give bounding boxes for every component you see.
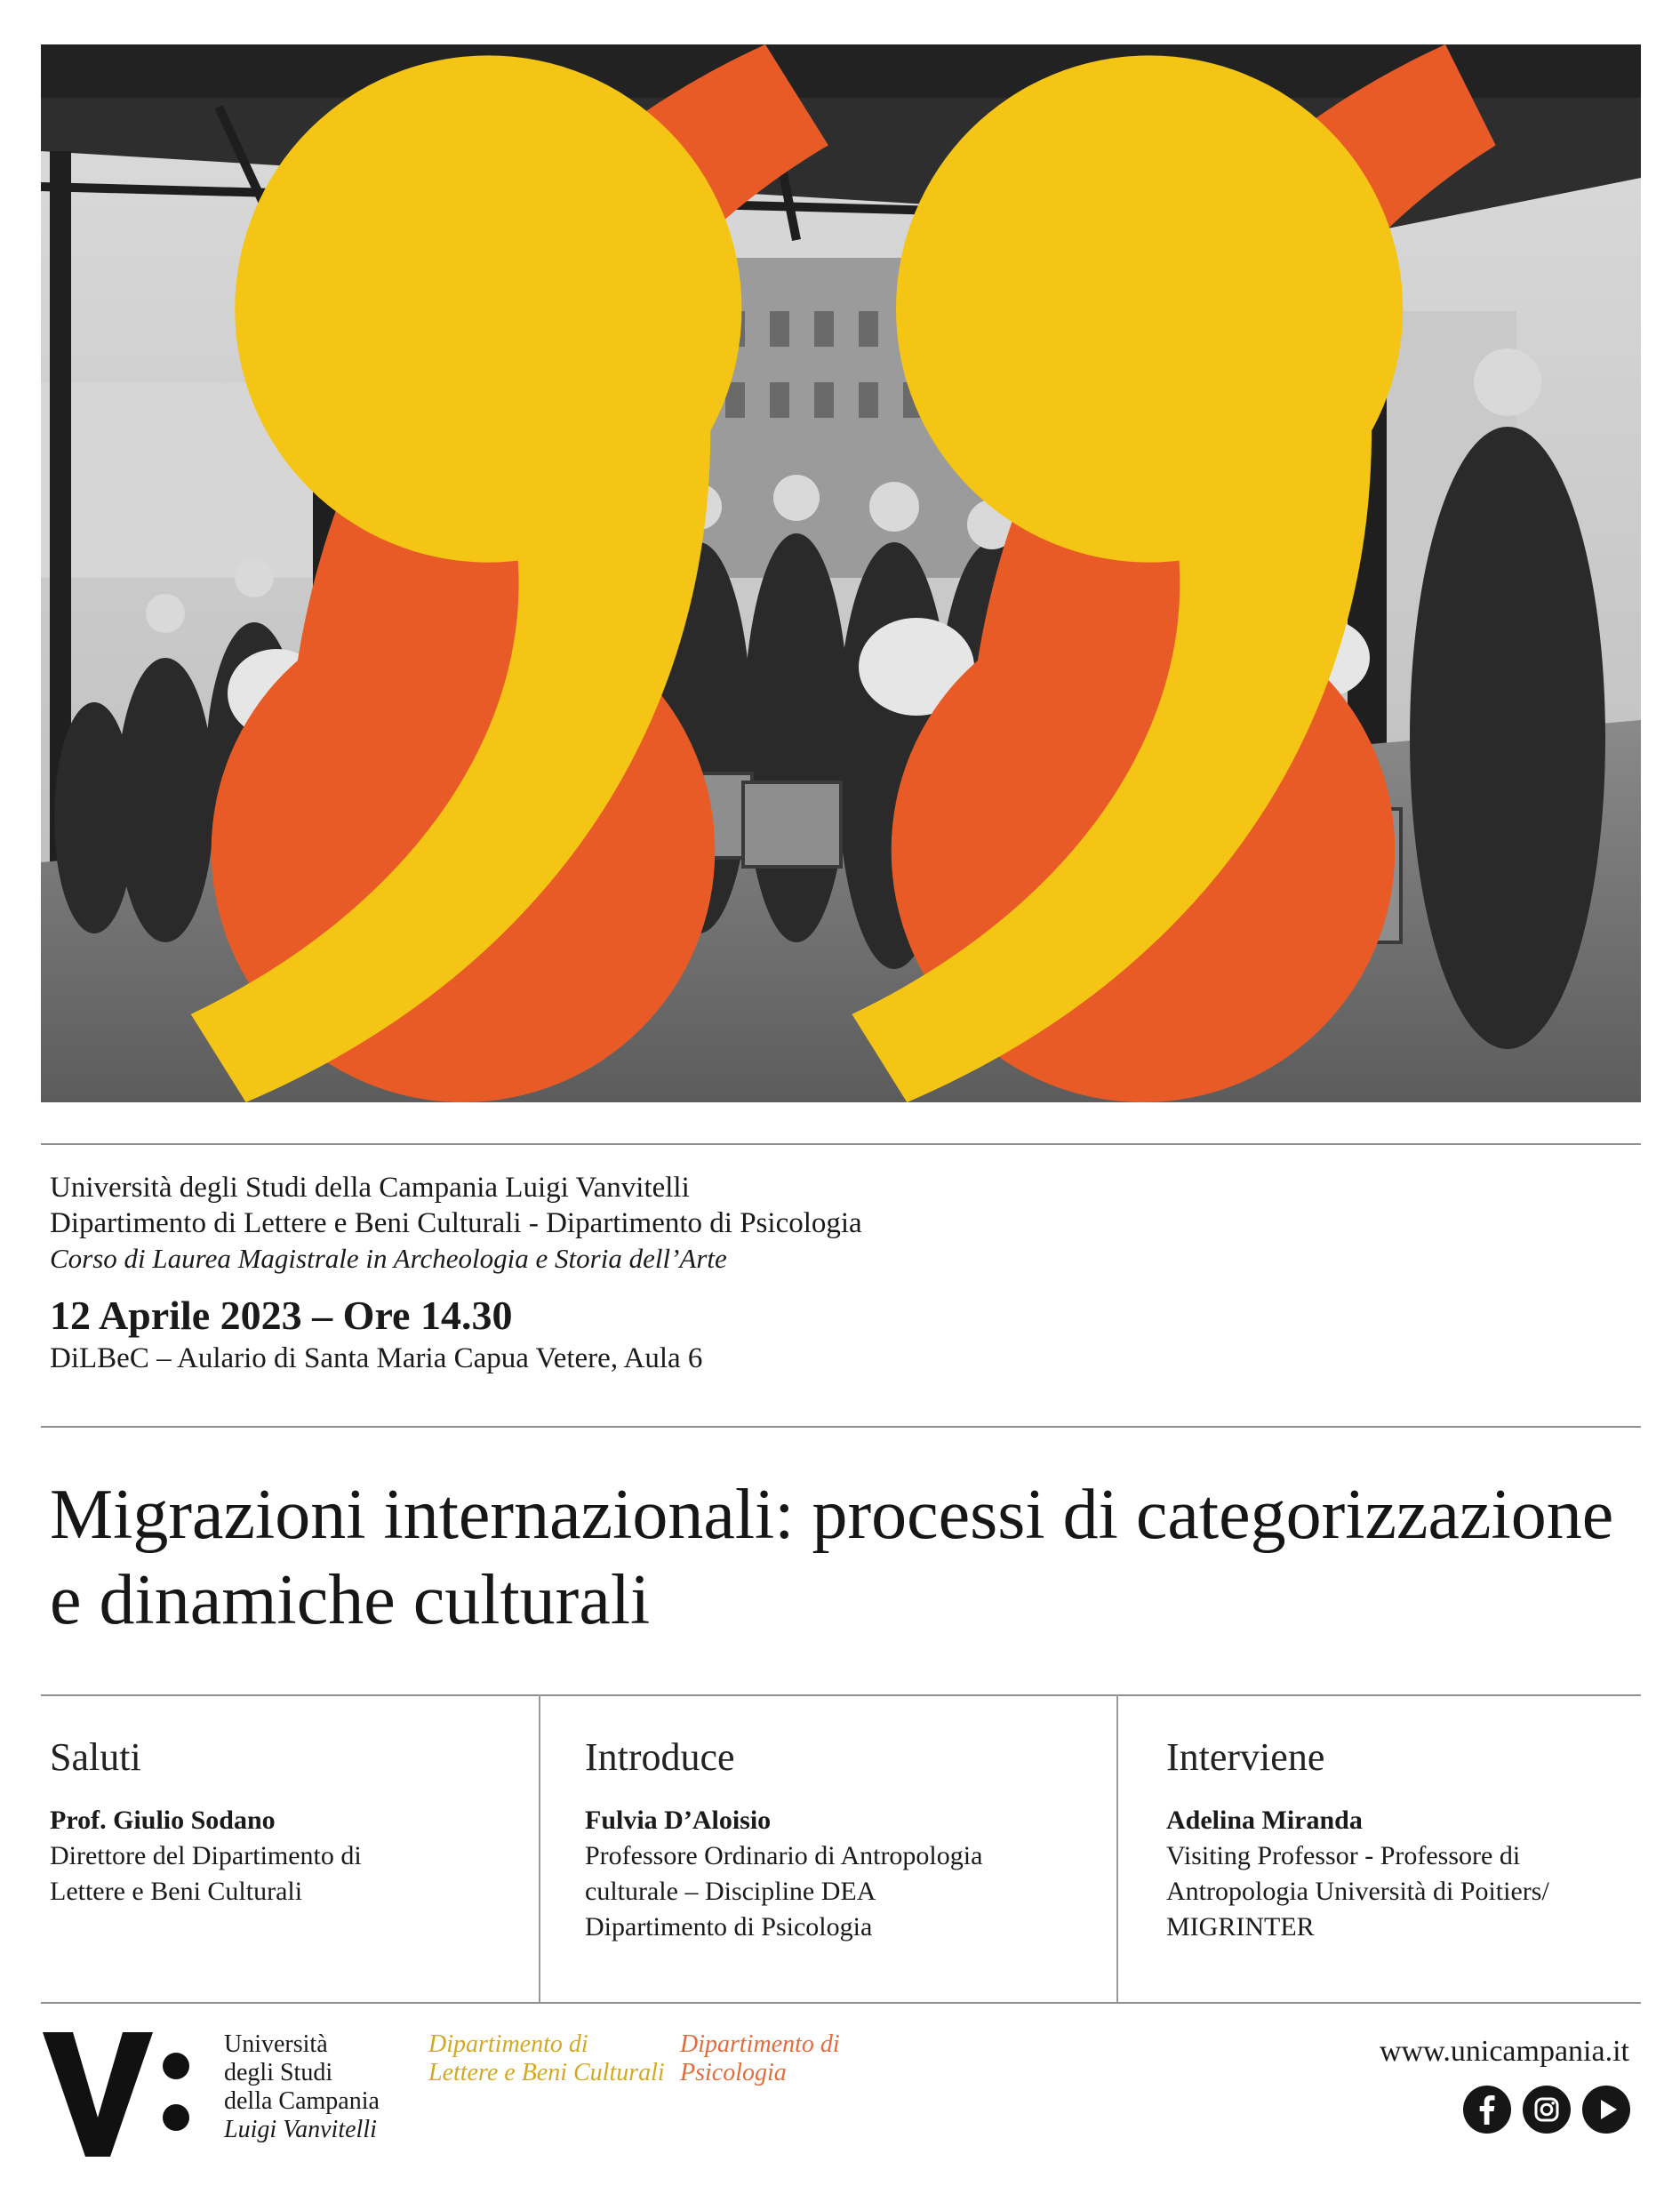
dept-psicologia-logo (680, 2030, 840, 2087)
dept-psicologia-line: Dipartimento di (680, 2030, 840, 2058)
speakers-section (41, 1694, 1641, 2002)
section-heading: Saluti (50, 1735, 141, 1779)
speaker-name: Prof. Giulio Sodano (50, 1806, 276, 1835)
logo-text-line: della Campania (224, 2087, 380, 2115)
university-logo-text (224, 2030, 380, 2144)
divider-bottom (41, 2002, 1641, 2004)
speaker-name: Fulvia D’Aloisio (585, 1806, 772, 1835)
column-saluti (41, 1694, 539, 2002)
course-name: Corso di Laurea Magistrale in Archeologia e Storia dell’Arte (50, 1243, 727, 1274)
speaker-role-line: Antropologia Università di Poitiers/ (1166, 1877, 1549, 1906)
website-link[interactable]: www.unicampania.it (1379, 2035, 1629, 2068)
event-info (50, 1170, 1614, 1376)
hero-photo (41, 44, 1641, 1102)
divider-top (41, 1143, 1641, 1145)
quote-close-mark (41, 44, 1641, 1102)
speaker-role-line: Visiting Professor - Professore di (1166, 1841, 1521, 1870)
speaker-role-line: Professore Ordinario di Antropologia (585, 1841, 983, 1870)
column-introduce (539, 1694, 1116, 2002)
speaker-role-line: culturale – Discipline DEA (585, 1877, 876, 1906)
event-title: Migrazioni internazionali: processi di categorizzazione e dinamiche culturali (50, 1476, 1614, 1639)
speaker-name: Adelina Miranda (1166, 1806, 1363, 1835)
event-venue: DiLBeC – Aulario di Santa Maria Capua Vetere, Aula 6 (50, 1342, 703, 1374)
youtube-icon[interactable] (1582, 2086, 1630, 2134)
speaker-role-line: Lettere e Beni Culturali (50, 1877, 303, 1906)
speaker-role-line: Direttore del Dipartimento di (50, 1841, 362, 1870)
section-heading: Introduce (585, 1735, 735, 1779)
dept-lettere-line: Dipartimento di (428, 2030, 588, 2058)
speaker-role-line: MIGRINTER (1166, 1912, 1315, 1942)
speaker-role-line: Dipartimento di Psicologia (585, 1912, 873, 1942)
logo-text-line: degli Studi (224, 2059, 333, 2086)
column-interviene (1116, 1694, 1641, 2002)
logo-text-line: Università (224, 2030, 328, 2058)
dept-lettere-line: Lettere e Beni Culturali (428, 2059, 665, 2086)
instagram-icon[interactable] (1523, 2086, 1571, 2134)
logo-text-italic: Luigi Vanvitelli (224, 2116, 377, 2143)
divider-middle (41, 1426, 1641, 1428)
departments: Dipartimento di Lettere e Beni Culturali - Dipartimento di Psicologia (50, 1207, 862, 1239)
university-name: Università degli Studi della Campania Luigi Vanvitelli (50, 1172, 690, 1204)
event-date: 12 Aprile 2023 – Ore 14.30 (50, 1293, 513, 1338)
dept-psicologia-line: Psicologia (680, 2059, 787, 2086)
university-logo (43, 2032, 194, 2157)
dept-lettere-logo (428, 2030, 665, 2087)
facebook-icon[interactable] (1463, 2086, 1511, 2134)
section-heading: Interviene (1166, 1735, 1325, 1779)
